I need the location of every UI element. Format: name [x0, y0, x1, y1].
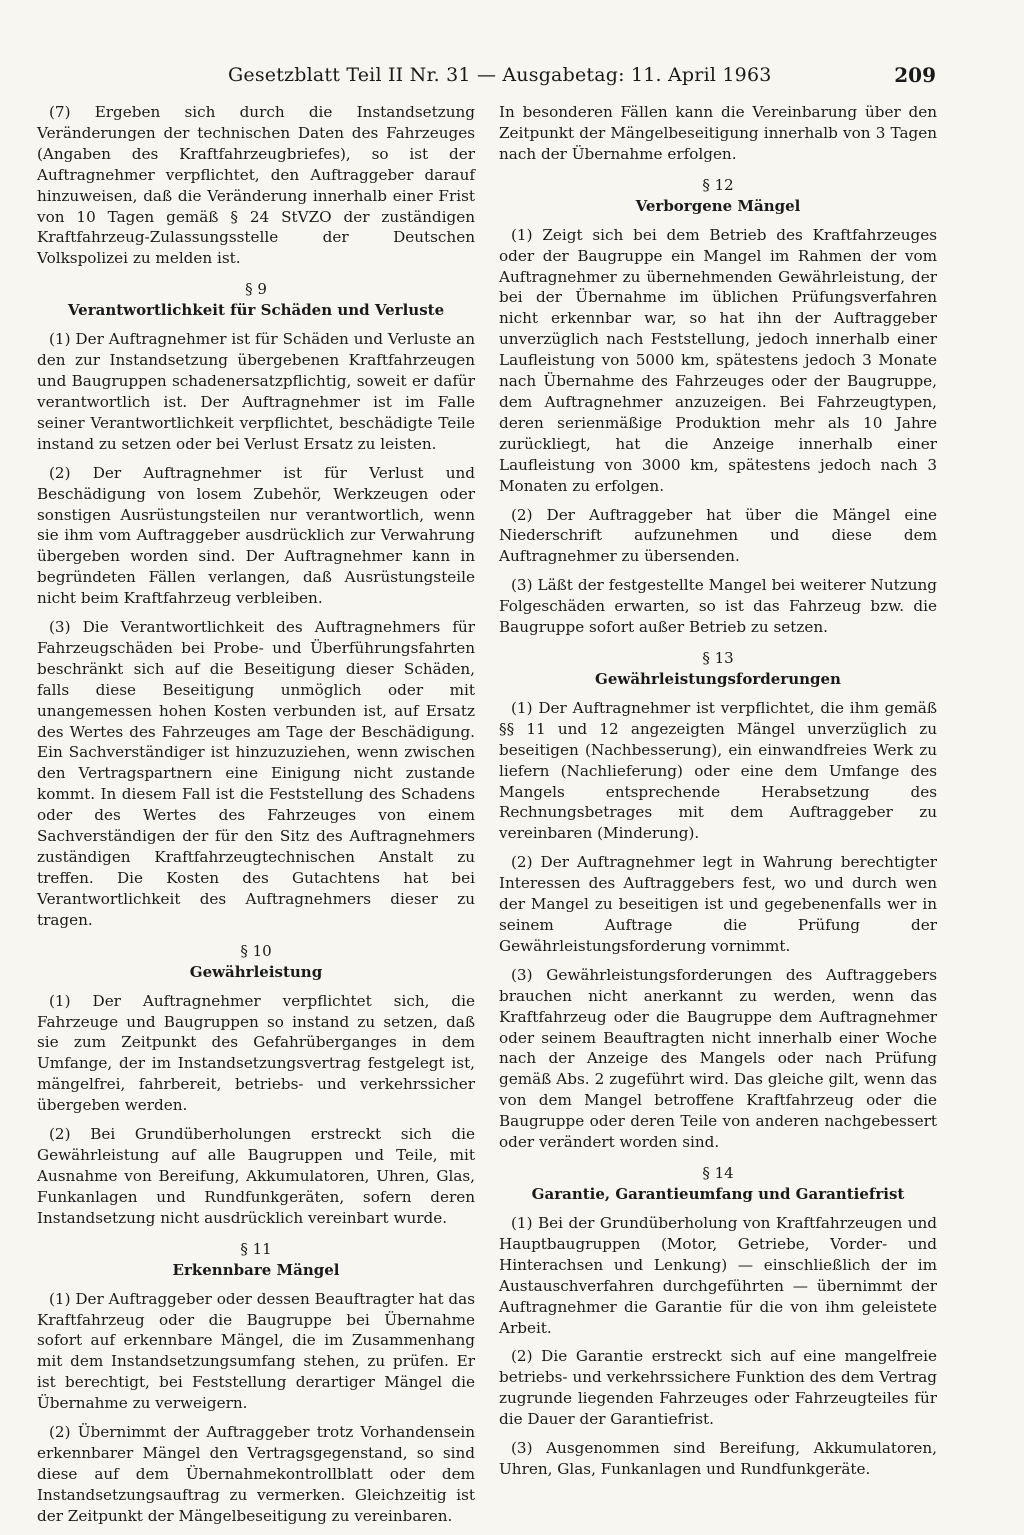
paragraph: (2) Die Garantie erstreckt sich auf eine mangelfreie betriebs- und verkehrssichere Funktion des dem Vertrag zugrunde liegenden Fahrzeuges oder Fahrzeugteiles für die Dauer der Garantiefrist.: [499, 1347, 937, 1429]
paragraph: (2) Übernimmt der Auftraggeber trotz Vorhandensein erkennbarer Mängel den Vertragsgegenstand, so sind diese auf dem Übernahmekontrollblatt oder dem Instandsetzungsauftrag zu vermerken. Gleichzeitig ist der Zeitpunkt der Mängelbeseitigung zu vereinbaren.: [37, 1423, 475, 1525]
paragraph: (1) Zeigt sich bei dem Betrieb des Kraftfahrzeuges oder der Baugruppe ein Mangel im Rahmen der vom Auftragnehmer zu übernehmenden Gewährleistung, der bei der Übernahme im üblichen Prüfungsverfahren nicht erkennbar war, so hat ihn der Auftraggeber unverzüglich nach Feststellung, jedoch innerhalb einer Laufleistung von 5000 km, spätestens jedoch 3 Monate nach Übernahme des Fahrzeuges oder der Baugruppe, dem Auftragnehmer anzuzeigen. Bei Fahrzeugtypen, deren serienmäßige Produktion mehr als 10 Jahre zurückliegt, hat die Anzeige innerhalb einer Laufleistung von 3000 km, spätestens jedoch nach 3 Monaten zu erfolgen.: [499, 225, 937, 495]
left-column: [37, 102, 475, 1535]
section-title: Verborgene Mängel: [635, 196, 801, 215]
running-title: Gesetzblatt Teil II Nr. 31 — Ausgabetag: 11. April 1963: [228, 64, 772, 86]
section-number: § 9: [245, 280, 267, 299]
section-title: Garantie, Garantieumfang und Garantiefrist: [531, 1184, 905, 1203]
paragraph: (2) Der Auftraggeber hat über die Mängel eine Niederschrift aufzunehmen und diese dem Auftragnehmer zu übersenden.: [499, 505, 937, 566]
right-column: [499, 102, 937, 1488]
section-title: Erkennbare Mängel: [172, 1260, 340, 1279]
section-heading: [499, 1163, 937, 1205]
page-header: [0, 60, 1024, 100]
paragraph: (2) Der Auftragnehmer legt in Wahrung berechtigter Interessen des Auftraggebers fest, wo und durch wen der Mangel zu beseitigen ist und gegebenenfalls wer in seinem Auftrage die Prüfung der Gewährleistungsforderung vornimmt.: [499, 853, 937, 955]
section-title: Gewährleistungsforderungen: [595, 669, 841, 688]
paragraph: (1) Der Auftragnehmer ist verpflichtet, die ihm gemäß §§ 11 und 12 angezeigten Mängel unverzüglich zu beseitigen (Nachbesserung), ein einwandfreies Werk zu liefern (Nachlieferung) oder eine dem Umfange des Mangels entsprechende Herabsetzung des Rechnungsbetrages mit dem Auftraggeber zu vereinbaren (Minderung).: [499, 698, 937, 843]
section-number: § 14: [702, 1163, 734, 1182]
paragraph: (1) Der Auftraggeber oder dessen Beauftragter hat das Kraftfahrzeug oder die Baugruppe bei Übernahme sofort auf erkennbare Mängel, die im Zusammenhang mit dem Instandsetzungsumfang stehen, zu prüfen. Er ist berechtigt, bei Feststellung derartiger Mängel die Übernahme zu verweigern.: [37, 1289, 475, 1413]
page-number: 209: [894, 63, 936, 87]
section-heading: [499, 175, 937, 217]
section-title: Gewährleistung: [189, 962, 323, 981]
section-number: § 13: [702, 648, 734, 667]
paragraph: (2) Der Auftragnehmer ist für Verlust und Beschädigung von losem Zubehör, Werkzeugen oder sonstigen Ausrüstungsteilen nur verantwortlich, wenn sie ihm vom Auftraggeber ausdrücklich zur Verwahrung übergeben worden sind. Der Auftragnehmer kann in begründeten Fällen verlangen, daß Ausrüstungsteile nicht beim Kraftfahrzeug verbleiben.: [37, 463, 475, 608]
paragraph: (3) Ausgenommen sind Bereifung, Akkumulatoren, Uhren, Glas, Funkanlagen und Rundfunkgeräte.: [499, 1439, 937, 1478]
section-number: § 11: [240, 1239, 272, 1258]
section-heading: [37, 941, 475, 983]
section-number: § 12: [702, 175, 734, 194]
paragraph: (3) Läßt der festgestellte Mangel bei weiterer Nutzung Folgeschäden erwarten, so ist das Fahrzeug bzw. die Baugruppe sofort außer Betrieb zu setzen.: [499, 576, 937, 637]
paragraph: (3) Gewährleistungsforderungen des Auftraggebers brauchen nicht anerkannt zu werden, wenn das Kraftfahrzeug oder die Baugruppe dem Auftragnehmer oder seinem Beauftragten nicht innerhalb einer Woche nach der Anzeige des Mangels oder nach Prüfung gemäß Abs. 2 zugeführt wird. Das gleiche gilt, wenn das von dem Mangel betroffene Kraftfahrzeug oder die Baugruppe oder deren Teile von anderen nachgebessert oder verändert worden sind.: [499, 965, 937, 1152]
paragraph: (1) Der Auftragnehmer verpflichtet sich, die Fahrzeuge und Baugruppen so instand zu setzen, daß sie zum Zeitpunkt des Gefahrüberganges in dem Umfange, der im Instandsetzungsvertrag festgelegt ist, mängelfrei, fahrbereit, betriebs- und verkehrssicher übergeben werden.: [37, 991, 475, 1115]
section-heading: [37, 1239, 475, 1281]
section-heading: [499, 648, 937, 690]
paragraph: (1) Der Auftragnehmer ist für Schäden und Verluste an den zur Instandsetzung übergebenen Kraftfahrzeugen und Baugruppen schadenersatzpflichtig, soweit er dafür verantwortlich ist. Der Auftragnehmer ist im Falle seiner Verantwortlichkeit verpflichtet, beschädigte Teile instand zu setzen oder bei Verlust Ersatz zu leisten.: [37, 330, 475, 453]
section-heading: [37, 279, 475, 321]
paragraph-continued: In besonderen Fällen kann die Vereinbarung über den Zeitpunkt der Mängelbeseitigung innerhalb von 3 Tagen nach der Übernahme erfolgen.: [499, 103, 937, 163]
paragraph: (3) Die Verantwortlichkeit des Auftragnehmers für Fahrzeugschäden bei Probe- und Überführungsfahrten beschränkt sich auf die Beseitigung dieser Schäden, falls diese Beseitigung unmöglich oder mit unangemessen hohen Kosten verbunden ist, auf Ersatz des Wertes des Fahrzeuges am Tage der Beschädigung. Ein Sachverständiger ist hinzuzuziehen, wenn zwischen den Vertragspartnern eine Einigung nicht zustande kommt. In diesem Fall ist die Feststellung des Schadens oder des Wertes des Fahrzeuges von einem Sachverständigen der für den Sitz des Auftragnehmers zuständigen Kraftfahrzeugtechnischen Anstalt zu treffen. Die Kosten des Gutachtens hat bei Verantwortlichkeit des Auftragnehmers dieser zu tragen.: [37, 618, 475, 929]
section-title: Verantwortlichkeit für Schäden und Verluste: [67, 301, 445, 320]
paragraph: (7) Ergeben sich durch die Instandsetzung Veränderungen der technischen Daten des Fahrzeuges (Angaben des Kraftfahrzeugbriefes), so ist der Auftragnehmer verpflichtet, den Auftraggeber darauf hinzuweisen, daß die Veränderung innerhalb einer Frist von 10 Tagen gemäß § 24 StVZO der zuständigen Kraftfahrzeug-Zulassungsstelle der Deutschen Volkspolizei zu melden ist.: [37, 103, 475, 268]
section-number: § 10: [240, 941, 272, 960]
paragraph: (1) Bei der Grundüberholung von Kraftfahrzeugen und Hauptbaugruppen (Motor, Getriebe, Vorder- und Hinterachsen und Lenkung) — einschließlich der im Austauschverfahren durchgeführten — übernimmt der Auftragnehmer die Garantie für die von ihm geleistete Arbeit.: [499, 1213, 937, 1337]
paragraph: (2) Bei Grundüberholungen erstreckt sich die Gewährleistung auf alle Baugruppen und Teile, mit Ausnahme von Bereifung, Akkumulatoren, Uhren, Glas, Funkanlagen und Rundfunkgeräten, sofern deren Instandsetzung nicht ausdrücklich vereinbart wurde.: [37, 1125, 475, 1227]
